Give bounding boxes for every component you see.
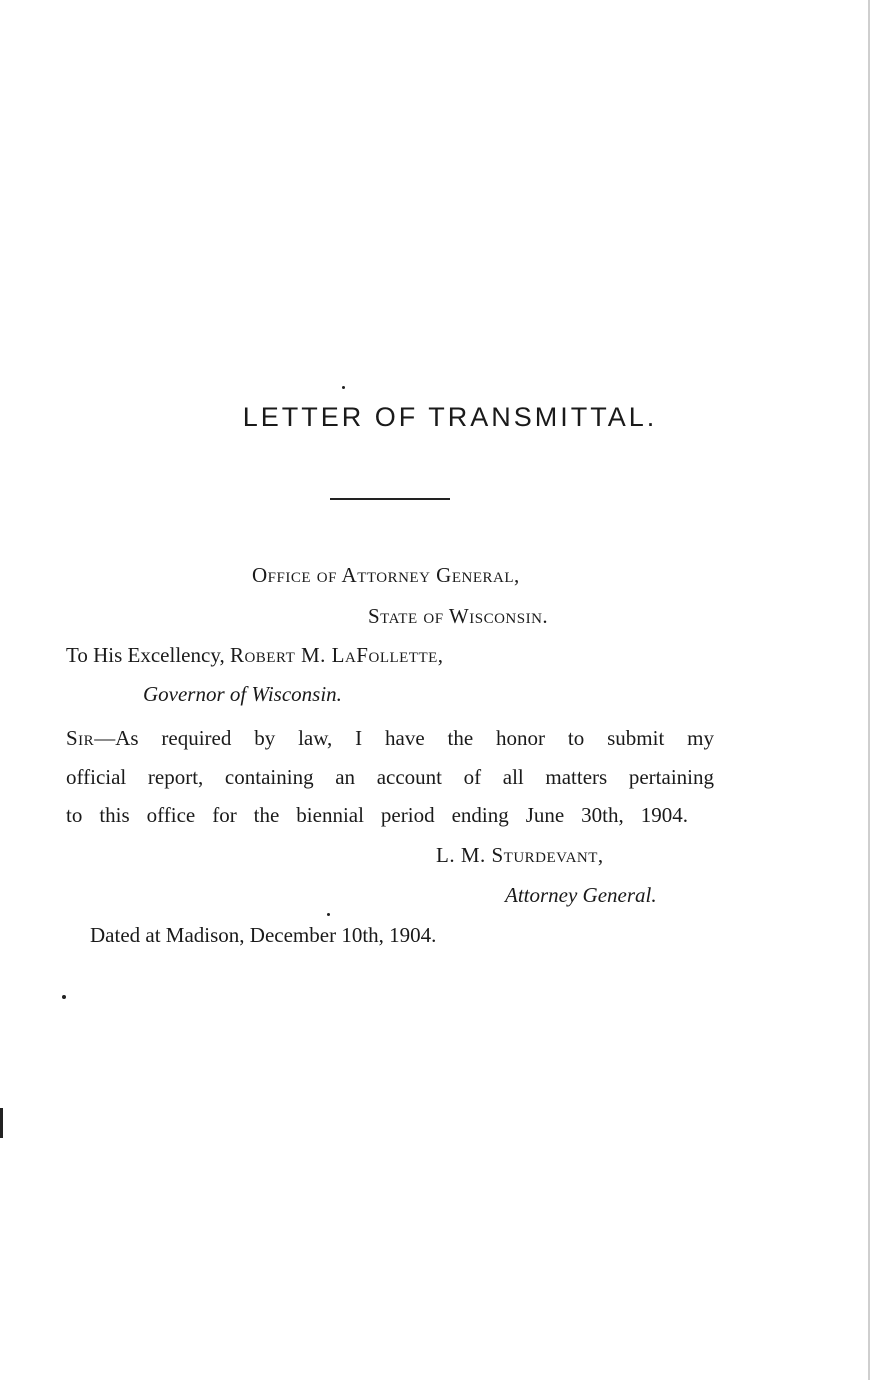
- page-title: LETTER OF TRANSMITTAL.: [242, 402, 658, 432]
- print-speck: [327, 913, 330, 916]
- divider-rule: [330, 498, 450, 500]
- binding-mark: [0, 1108, 13, 1138]
- print-speck: [342, 386, 345, 389]
- body-line-3: to this office for the biennial period ending June 30th, 1904.: [66, 803, 688, 827]
- recipient-line: [66, 645, 444, 666]
- office-line: Office of Attorney General,: [252, 563, 520, 587]
- body-line-1: [66, 728, 714, 749]
- body-salutation: Sir: [66, 726, 95, 750]
- signatory-name: L. M. Sturdevant,: [436, 843, 604, 867]
- recipient-title: Governor of Wisconsin.: [143, 682, 342, 706]
- body-text-1: —As required by law, I have the honor to submit my: [94, 726, 714, 750]
- body-line-2: official report, containing an account of all matters pertaining: [66, 765, 714, 789]
- print-speck: [62, 995, 66, 999]
- signatory-title: Attorney General.: [505, 883, 657, 907]
- date-line: Dated at Madison, December 10th, 1904.: [90, 923, 437, 947]
- recipient-name: Robert M. LaFollette,: [229, 643, 444, 667]
- salutation-prefix: To His Excellency,: [66, 643, 225, 667]
- state-line: State of Wisconsin.: [368, 604, 549, 628]
